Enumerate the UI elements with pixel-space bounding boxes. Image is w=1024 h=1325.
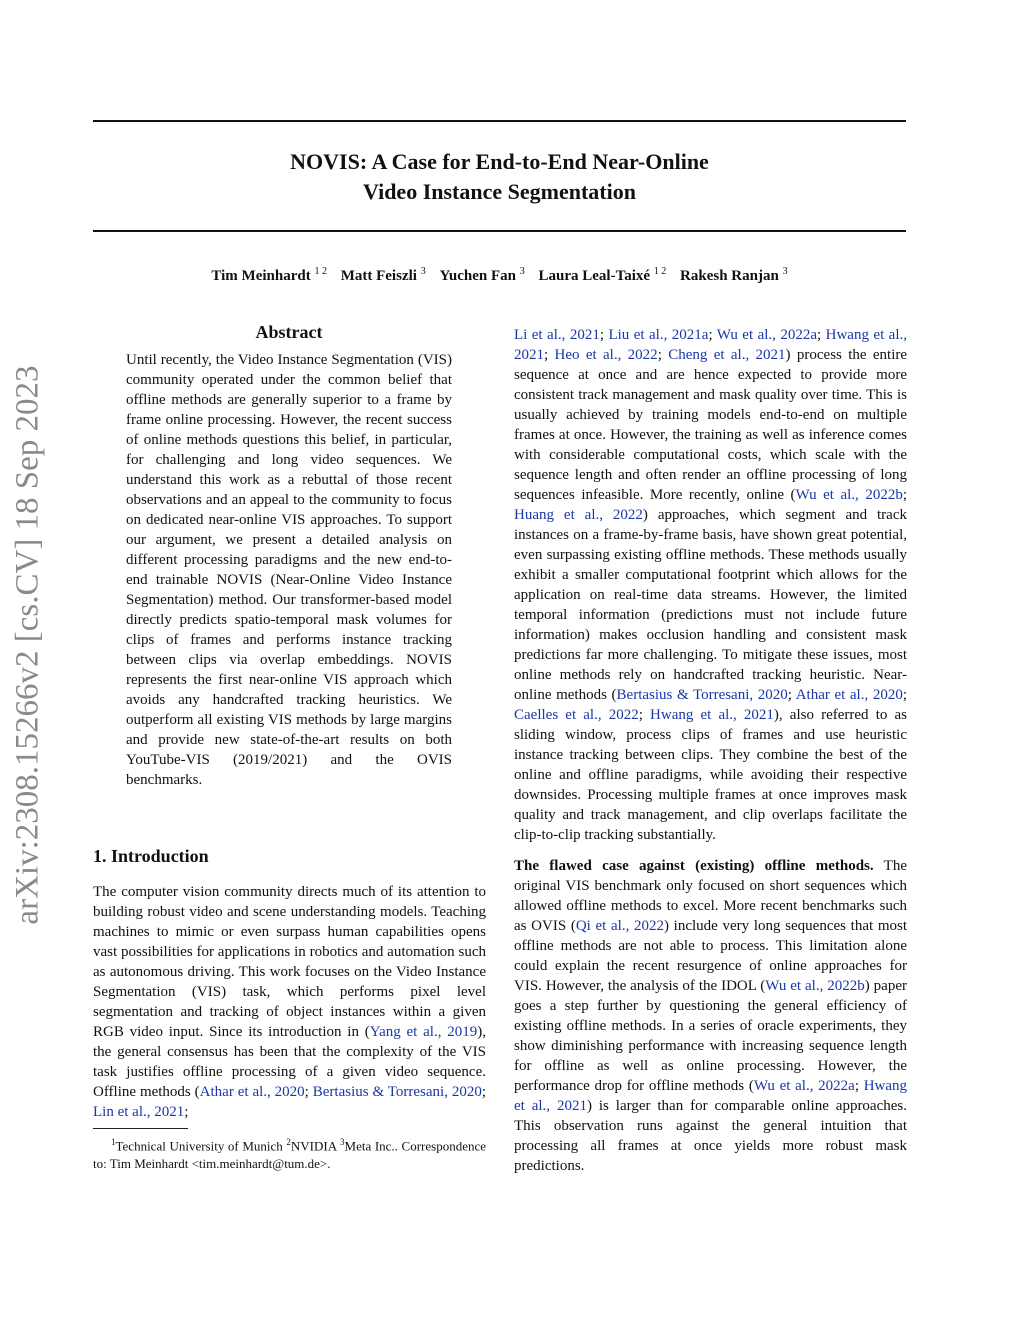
author: Rakesh Ranjan $^3$ — [680, 266, 788, 284]
citation-link[interactable]: Bertasius & Torresani, 2020 — [312, 1084, 482, 1100]
affiliation-footnote — [93, 1128, 486, 1173]
paragraph-heading: The flawed case against (existing) offline methods. — [514, 858, 874, 874]
title-line-2: Video Instance Segmentation — [363, 179, 636, 204]
citation-link[interactable]: Athar et al., 2020 — [795, 687, 903, 703]
introduction-heading: 1. Introduction — [93, 846, 209, 866]
author: Laura Leal-Taixé $^{1 2}$ — [538, 266, 667, 284]
citation-link[interactable]: Bertasius & Torresani, 2020 — [616, 687, 788, 703]
citation-link[interactable]: Hwang et al., 2021 — [650, 707, 774, 723]
title-line-1: NOVIS: A Case for End-to-End Near-Online — [290, 149, 709, 174]
arxiv-identifier: arXiv:2308.15266v2 [cs.CV] 18 Sep 2023 — [9, 365, 46, 925]
author: Matt Feiszli $^3$ — [340, 266, 426, 284]
citation-link[interactable]: Wu et al., 2022a — [716, 327, 818, 343]
footnote-text: $^1$Technical University of Munich $^2$NVIDIA $^3$Meta Inc.. Correspondence to: Tim Meinhardt <tim.meinhardt@tum.de>. — [93, 1137, 486, 1172]
title-rule-bottom — [93, 230, 906, 232]
introduction-paragraph: The computer vision community directs much of its attention to building robust video and scene understanding models. Teaching machines to mimic or even surpass human capabilities opens vast possibilities for applications in robotics and automation such as autonomous driving. This work focuses on the Video Instance Segmentation (VIS) task, which performs pixel level segmentation and tracking of object instances within a given RGB video input. Since its introduction in (Yang et al., 2019), the general consensus has been that the complexity of the VIS task justifies offline processing of a given video sequence. Offline methods (Athar et al., 2020; Bertasius & Torresani, 2020; Lin et al., 2021; — [93, 884, 487, 1120]
citation-link[interactable]: Heo et al., 2022 — [554, 347, 658, 363]
footnote-rule — [93, 1128, 188, 1129]
citation-link[interactable]: Wu et al., 2022b — [795, 487, 903, 503]
citation-link[interactable]: Huang et al., 2022 — [514, 507, 643, 523]
author: Tim Meinhardt $^{1 2}$ — [211, 266, 327, 284]
citation-link[interactable]: Hwang et al., 2021 — [514, 1078, 908, 1114]
citation-link[interactable]: Hwang et al., 2021 — [514, 327, 908, 363]
abstract-heading: Abstract — [255, 322, 323, 342]
citation-link[interactable]: Lin et al., 2021 — [93, 1104, 185, 1120]
right-column — [514, 325, 907, 1176]
citation-link[interactable]: Athar et al., 2020 — [199, 1084, 305, 1100]
flawed-case-paragraph: The flawed case against (existing) offline methods. The original VIS benchmark only focused on short sequences which allowed offline methods to excel. More recent benchmarks such as OVIS (Qi et al., 2022) include very long sequences that most offline methods are not able to process. This limitation alone could explain the recent resurgence of online approaches for VIS. However, the analysis of the IDOL (Wu et al., 2022b) paper goes a step further by questioning the general efficiency of existing offline methods. In a series of oracle experiments, they show diminishing performance with increasing sequence length for offline as well as online processing. However, the performance drop for offline methods (Wu et al., 2022a; Hwang et al., 2021) is larger than for comparable online approaches. This observation runs against the general intuition that processing all frames at once yields more robust mask predictions. — [514, 858, 908, 1174]
abstract-text: Until recently, the Video Instance Segmentation (VIS) community operated under the common belief that offline methods are generally superior to a frame by frame online processing. However, the recent success of online methods questions this belief, in particular, for challenging and long video sequences. We understand this work as a rebuttal of those recent observations and an appeal to the community to focus on dedicated near-online VIS approaches. To support our argument, we present a detailed analysis on different processing paradigms and the new end-to-end trainable NOVIS (Near-Online Video Instance Segmentation) method. Our transformer-based model directly predicts spatio-temporal mask volumes for clips of frames and performs instance tracking between clips via overlap embeddings. NOVIS represents the first near-online VIS approach which avoids any handcrafted tracking heuristics. We outperform all existing VIS methods by large margins and provide new state-of-the-art results on both YouTube-VIS (2019/2021) and the OVIS benchmarks. — [126, 352, 452, 788]
author: Yuchen Fan $^3$ — [439, 266, 525, 284]
title-rule-top — [93, 120, 906, 122]
citation-link[interactable]: Li et al., 2021 — [514, 327, 600, 343]
paper-title — [93, 147, 906, 207]
intro-paragraph-continued: Li et al., 2021; Liu et al., 2021a; Wu et al., 2022a; Hwang et al., 2021; Heo et al., 2022; Cheng et al., 2021) process the entire sequence at once and are hence expected to provide more consistent track management and mask quality over time. This is usually achieved by training models end-to-end on multiple frames at once. However, the training as well as inference comes with considerable computational costs, which scale with the sequence length and often render an offline processing of long sequences infeasible. More recently, online (Wu et al., 2022b; Huang et al., 2022) approaches, which segment and track instances on a frame-by-frame basis, have shown great potential, even surpassing existing offline methods. These methods usually exhibit a smaller computational footprint which allows for the application on real-time data streams. However, the limited temporal information (predictions must not include future information) makes occlusion handling and consistent mask predictions far more challenging. To mitigate these issues, most online methods rely on handcrafted tracking heuristic. Near-online methods (Bertasius & Torresani, 2020; Athar et al., 2020; Caelles et al., 2022; Hwang et al., 2021), also referred to as sliding window, process clips of frames and use heuristic instance tracking between clips. They combine the best of the online and offline paradigms, while avoiding their respective downsides. Processing multiple frames at once improves mask quality and track management, and clip overlaps facilitate the clip-to-clip tracking substantially. — [514, 327, 908, 843]
author-list — [93, 266, 906, 285]
citation-link[interactable]: Liu et al., 2021a — [608, 327, 709, 343]
citation-link[interactable]: Wu et al., 2022a — [753, 1078, 855, 1094]
abstract-section — [126, 320, 452, 790]
citation-link[interactable]: Cheng et al., 2021 — [668, 347, 786, 363]
citation-link[interactable]: Yang et al., 2019 — [369, 1024, 478, 1040]
citation-link[interactable]: Qi et al., 2022 — [575, 918, 665, 934]
citation-link[interactable]: Caelles et al., 2022 — [514, 707, 639, 723]
citation-link[interactable]: Wu et al., 2022b — [765, 978, 865, 994]
introduction-section — [93, 844, 486, 1122]
